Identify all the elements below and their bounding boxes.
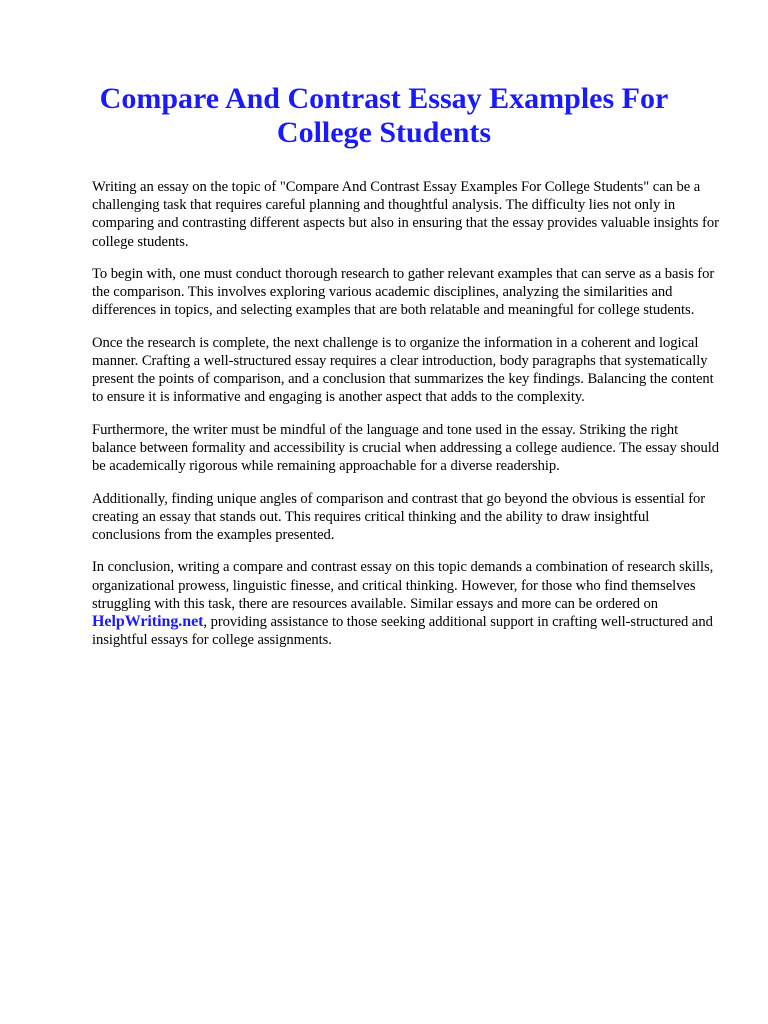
conclusion-text-after-link: , providing assistance to those seeking additional support in crafting well-structured and insightful essays for college assignments. [92, 614, 713, 649]
helpwriting-link[interactable]: HelpWriting.net [92, 613, 204, 630]
conclusion-text-before-link: In conclusion, writing a compare and contrast essay on this topic demands a combination of research skills, organizational prowess, linguistic finesse, and critical thinking. However, for those who find themselves struggling with this task, there are resources available. Similar essays and more can be ordered on [92, 559, 714, 612]
paragraph-language-tone: Furthermore, the writer must be mindful of the language and tone used in the essay. Striking the right balance between formality and accessibility is crucial when addressing a college audience. The essay should be academically rigorous while remaining approachable for a diverse readership. [92, 421, 719, 475]
paragraph-organization: Once the research is complete, the next challenge is to organize the information in a coherent and logical manner. Crafting a well-structured essay requires a clear introduction, body paragraphs that systematically present the points of comparison, and a conclusion that summarizes the key findings. Balancing the content to ensure it is informative and engaging is another aspect that adds to the complexity. [92, 334, 714, 406]
paragraph-research: To begin with, one must conduct thorough research to gather relevant examples that can serve as a basis for the comparison. This involves exploring various academic disciplines, analyzing the similarities and differences in topics, and selecting examples that are both relatable and meaningful for college students. [92, 266, 715, 319]
paragraph-conclusion [92, 558, 720, 649]
document-body [92, 178, 720, 664]
page-title: Compare And Contrast Essay Examples For College Students [99, 82, 669, 149]
paragraph-unique-angles: Additionally, finding unique angles of comparison and contrast that go beyond the obvious is essential for creating an essay that stands out. This requires critical thinking and the ability to draw insightful conclusions from the examples presented. [92, 490, 706, 543]
paragraph-intro: Writing an essay on the topic of "Compare And Contrast Essay Examples For College Students" can be a challenging task that requires careful planning and thoughtful analysis. The difficulty lies not only in comparing and contrasting different aspects but also in ensuring that the essay provides valuable insights for college students. [92, 179, 719, 250]
